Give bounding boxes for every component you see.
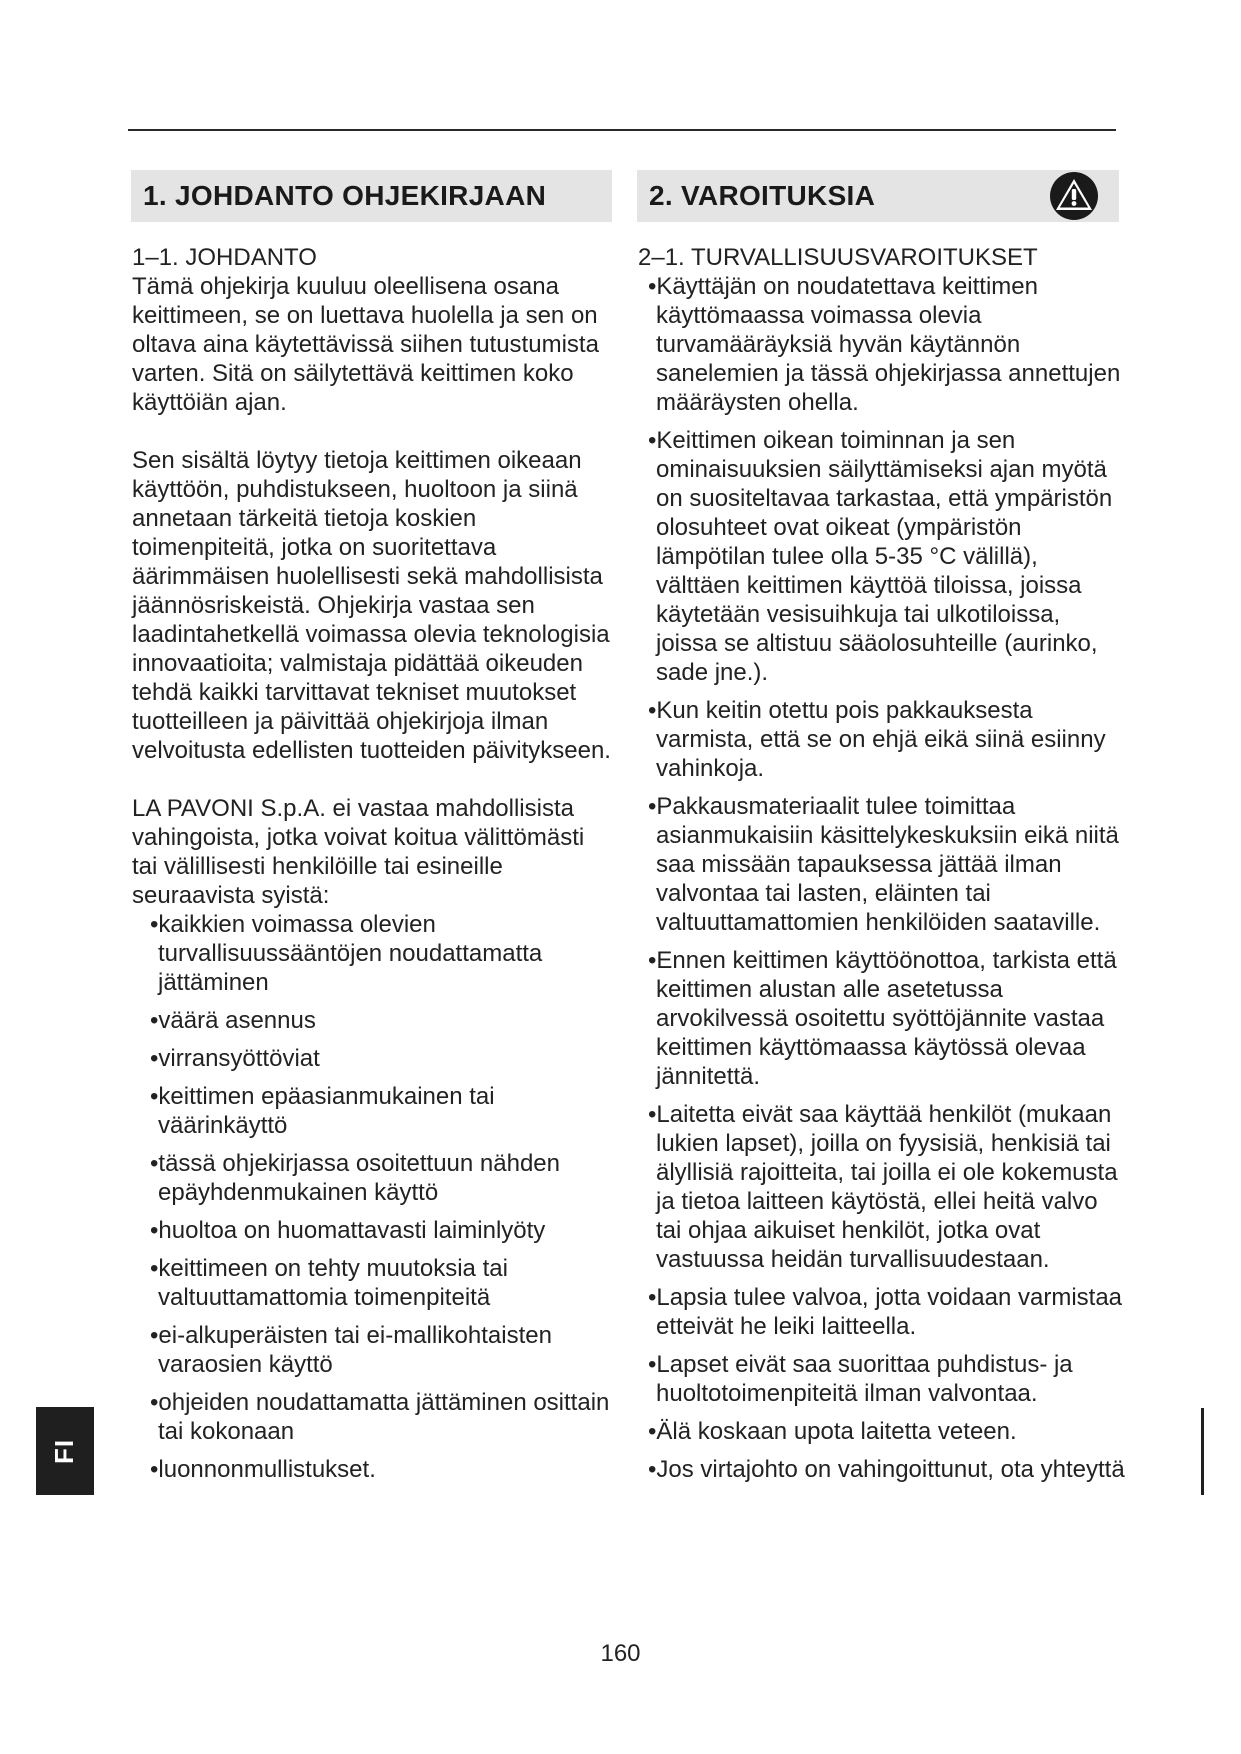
section-heading-text: 1. JOHDANTO OHJEKIRJAAN [143,180,547,211]
list-item: •Pakkausmateriaalit tulee toimittaa asianmukaisiin käsittelykeskuksiin eikä niitä saa missään tapauksessa jättää ilman valvontaa tai lasten, eläinten tai valtuuttamattomien henkilöiden saataville. [648,793,1119,936]
list-item: •Älä koskaan upota laitetta veteen. [648,1418,1017,1445]
paragraph: LA PAVONI S.p.A. ei vastaa mahdollisista vahingoista, jotka voivat koitua välittömästi tai välillisesti henkilöille tai esineille seuraavista syistä: [132,795,585,909]
list-item: •Kun keitin otettu pois pakkauksesta varmista, että se on ehjä eikä siinä esiinny vahinkoja. [648,697,1106,782]
subheading-introduction: 1–1. JOHDANTO [132,244,317,271]
side-marker-bar [1201,1408,1204,1495]
list-item: •Jos virtajohto on vahingoittunut, ota yhteyttä [648,1456,1125,1483]
top-rule [128,129,1116,131]
section-heading-text: 2. VAROITUKSIA [649,180,876,211]
list-item: •Keittimen oikean toiminnan ja sen ominaisuuksien säilyttämiseksi ajan myötä on suositeltavaa tarkastaa, että ympäristön olosuhteet ovat oikeat (ympäristön lämpötilan tulee olla 5-35 °C välillä), välttäen keittimen käyttöä tiloissa, joissa käytetään vesisuihkuja tai ulkotiloissa, joissa se altistuu sääolosuhteille (aurinko, sade jne.). [648,427,1113,686]
paragraph: Tämä ohjekirja kuuluu oleellisena osana keittimeen, se on luettava huolella ja sen on oltava aina käytettävissä siihen tutustumista varten. Sitä on säilytettävä keittimen koko käyttöiän ajan. [132,273,599,416]
left-column [132,243,612,1493]
warning-triangle-icon [1049,171,1099,221]
list-item: •ohjeiden noudattamatta jättäminen osittain tai kokonaan [150,1389,610,1445]
language-tab-label: FI [49,1438,80,1464]
list-item: •keittimeen on tehty muutoksia tai valtuuttamattomia toimenpiteitä [150,1255,508,1311]
list-item: •Laitetta eivät saa käyttää henkilöt (mukaan lukien lapset), joilla on fyysisiä, henkisiä tai älyllisiä rajoitteita, tai joilla ei ole kokemusta ja tietoa laitteen käytöstä, ellei heitä valvo tai ohjaa aikuiset henkilöt, jotka ovat vastuussa heidän turvallisuudestaan. [648,1101,1118,1273]
right-column [638,243,1128,1493]
list-item: •kaikkien voimassa olevien turvallisuussääntöjen noudattamatta jättäminen [150,911,543,996]
list-item: •Lapset eivät saa suorittaa puhdistus- ja huoltotoimenpiteitä ilman valvontaa. [648,1351,1073,1407]
list-item: •luonnonmullistukset. [150,1456,376,1483]
list-item: •keittimen epäasianmukainen tai väärinkäyttö [150,1083,495,1139]
page-number: 160 [600,1640,641,1667]
safety-warning-list [638,272,1128,1484]
list-item: •ei-alkuperäisten tai ei-mallikohtaisten varaosien käyttö [150,1322,552,1378]
language-tab [36,1407,94,1495]
liability-list [132,910,612,1484]
list-item: •tässä ohjekirjassa osoitettuun nähden epäyhdenmukainen käyttö [150,1150,561,1206]
list-item: •huoltoa on huomattavasti laiminlyöty [150,1217,546,1244]
list-item: •väärä asennus [150,1007,316,1034]
subheading-safety-warnings: 2–1. TURVALLISUUSVAROITUKSET [638,244,1038,271]
list-item: •Lapsia tulee valvoa, jotta voidaan varmistaa etteivät he leiki laitteella. [648,1284,1123,1340]
section-heading-warnings [637,170,1119,222]
list-item: •virransyöttöviat [150,1045,320,1072]
section-heading-introduction [131,170,612,222]
paragraph: Sen sisältä löytyy tietoja keittimen oikeaan käyttöön, puhdistukseen, huoltoon ja siinä annetaan tärkeitä tietoja koskien toimenpiteitä, jotka on suoritettava äärimmäisen huolellisesti sekä mahdollisista jäännösriskeistä. Ohjekirja vastaa sen laadintahetkellä voimassa olevia teknologisia innovaatioita; valmistaja pidättää oikeuden tehdä kaikki tarvittavat tekniset muutokset tuotteilleen ja päivittää ohjekirjoja ilman velvoitusta edellisten tuotteiden päivitykseen. [132,447,611,764]
list-item: •Ennen keittimen käyttöönottoa, tarkista että keittimen alustan alle asetetussa arvokilvessä osoitettu syöttöjännite vastaa keittimen käyttömaassa käytössä olevaa jännitettä. [648,947,1117,1090]
list-item: •Käyttäjän on noudatettava keittimen käyttömaassa voimassa olevia turvamääräyksiä hyvän käytännön sanelemien ja tässä ohjekirjassa annettujen määräysten ohella. [648,273,1121,416]
